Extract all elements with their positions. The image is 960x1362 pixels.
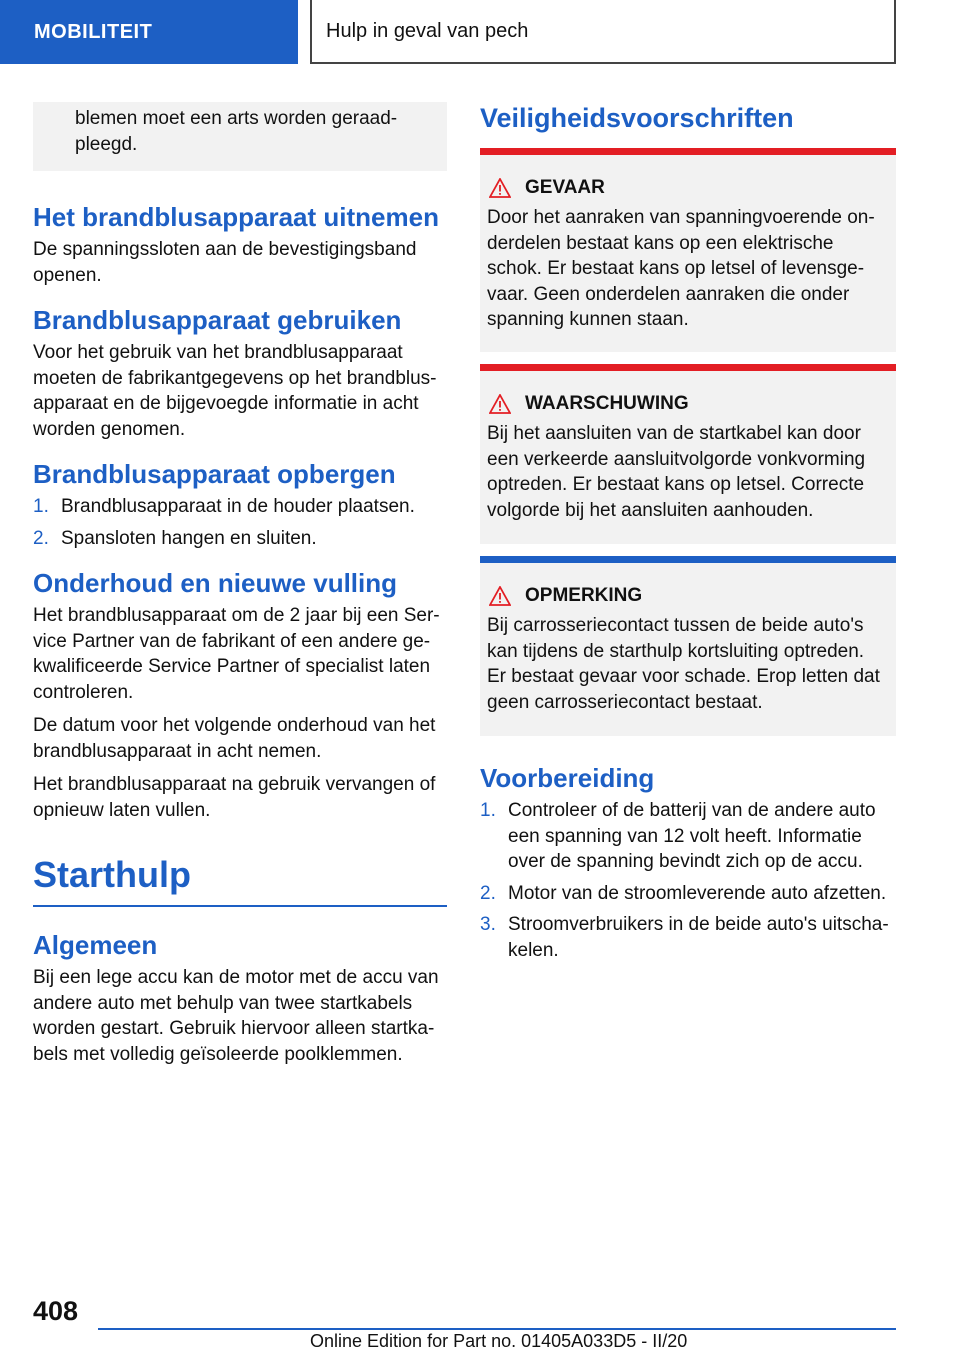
notice-text: Bij het aansluiten van de startkabel kan door een verkeerde aansluitvolgorde vonkvorming optreden. Er bestaat kans op letsel. Correcte volgorde bij het aansluiten aanhouden. <box>487 423 866 521</box>
page-number: 408 <box>33 1296 79 1326</box>
section-text-uitnemen: De spanningssloten aan de bevestigingsband openen. <box>33 239 417 286</box>
warning-triangle-icon <box>489 394 511 414</box>
right-column <box>480 102 896 969</box>
warning-triangle-icon <box>489 586 511 606</box>
list-item-number: 1. <box>480 800 496 821</box>
notice-remark <box>480 556 896 736</box>
section-text-gebruiken: Voor het gebruik van het brandblusapparaat moeten de fabrikantgegevens op het brandblus-apparaat en de bijgevoegde informatie in acht worden genomen. <box>33 342 437 440</box>
list-item-number: 3. <box>480 914 496 935</box>
footer-edition: Online Edition for Part no. 01405A033D5 - II/20 <box>310 1331 688 1351</box>
section-title-algemeen: Algemeen <box>33 930 158 960</box>
list-item <box>33 494 447 520</box>
notice-label: GEVAAR <box>525 177 605 198</box>
list-voorbereiding <box>480 798 896 963</box>
list-item <box>480 881 896 907</box>
section-title-uitnemen: Het brandblusapparaat uitnemen <box>33 202 439 232</box>
continued-box <box>33 102 447 171</box>
notice-danger <box>480 148 896 352</box>
section-text-onderhoud-1: Het brandblusapparaat om de 2 jaar bij een Ser-vice Partner van de fabrikant of een andere ge-kwalificeerde Service Partner of specialist laten controleren. <box>33 605 440 703</box>
section-text-algemeen: Bij een lege accu kan de motor met de accu van andere auto met behulp van twee startkabels worden gestart. Gebruik hiervoor alleen startka-bels met volledig geïsoleerde poolklemmen. <box>33 967 439 1065</box>
list-item-text: Stroomverbruikers in de beide auto's uitscha-kelen. <box>508 914 889 961</box>
notice-text: Bij carrosseriecontact tussen de beide auto's kan tijdens de starthulp kortsluiting optreden. Er bestaat gevaar voor schade. Erop letten dat geen carrosseriecontact bestaat. <box>487 615 880 713</box>
section-title-veiligheid: Veiligheidsvoorschriften <box>480 103 794 133</box>
list-item-number: 2. <box>480 882 496 904</box>
list-item-number: 1. <box>33 496 49 517</box>
list-item-number: 2. <box>33 527 49 549</box>
notice-label: OPMERKING <box>525 585 643 606</box>
section-text-onderhoud-3: Het brandblusapparaat na gebruik vervangen of opnieuw laten vullen. <box>33 774 436 821</box>
warning-triangle-icon <box>489 178 511 198</box>
list-item <box>480 798 896 875</box>
header-chapter <box>310 0 896 64</box>
header-chapter-label: Hulp in geval van pech <box>326 19 529 42</box>
left-column <box>33 102 447 1075</box>
list-opbergen <box>33 494 447 551</box>
continued-box-text: blemen moet een arts worden geraad-pleegd. <box>75 108 398 155</box>
header-section <box>0 0 298 64</box>
list-item <box>480 912 896 963</box>
section-title-voorbereiding: Voorbereiding <box>480 763 655 793</box>
notice-warning <box>480 364 896 544</box>
header-section-label: MOBILITEIT <box>34 20 153 43</box>
list-item-text: Spansloten hangen en sluiten. <box>61 527 317 549</box>
notice-label: WAARSCHUWING <box>525 393 689 414</box>
section-title-opbergen: Brandblusapparaat opbergen <box>33 459 396 489</box>
section-title-gebruiken: Brandblusapparaat gebruiken <box>33 305 402 335</box>
list-item-text: Brandblusapparaat in de houder plaatsen. <box>61 496 415 517</box>
list-item-text: Motor van de stroomleverende auto afzetten. <box>508 882 887 904</box>
section-text-onderhoud-2: De datum voor het volgende onderhoud van het brandblusapparaat in acht nemen. <box>33 715 436 762</box>
chapter-title: Starthulp <box>33 853 447 907</box>
notice-text: Door het aanraken van spanningvoerende on-derdelen bestaat kans op een elektrische schok. Er bestaat kans op letsel of levensge-vaar. Geen onderdelen aanraken die onder spanning kunnen staan. <box>487 207 875 330</box>
list-item-text: Controleer of de batterij van de andere auto een spanning van 12 volt heeft. Informatie over de spanning bevindt zich op de accu. <box>508 800 876 872</box>
section-title-onderhoud: Onderhoud en nieuwe vulling <box>33 568 398 598</box>
footer-divider <box>98 1328 896 1330</box>
list-item <box>33 526 447 552</box>
